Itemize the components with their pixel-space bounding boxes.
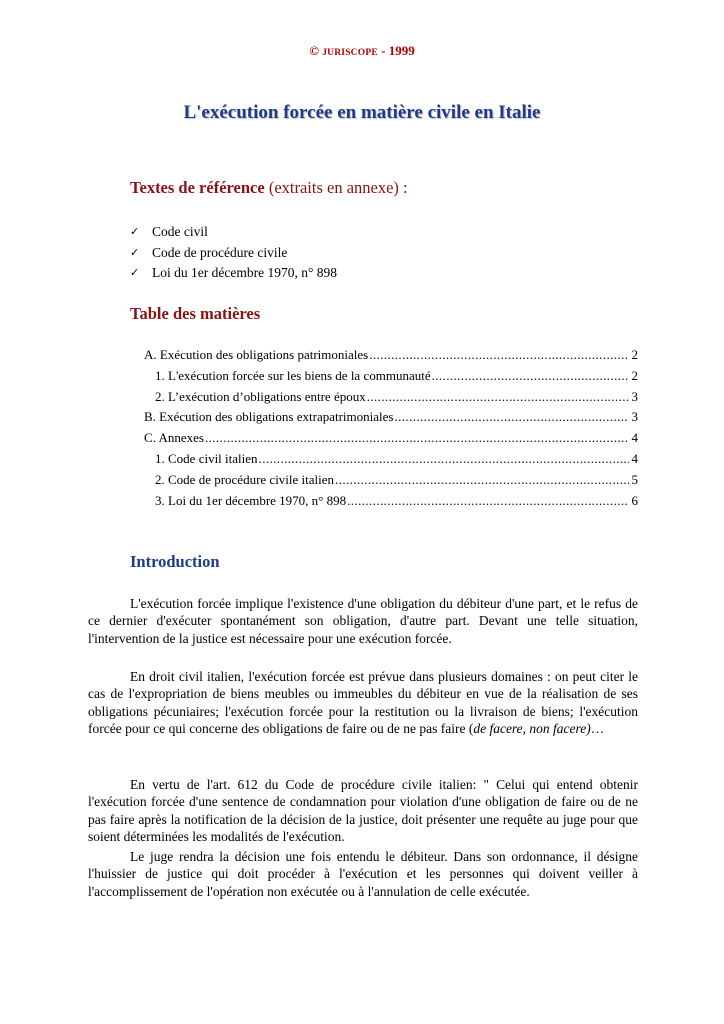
toc-leader-dots — [347, 491, 629, 512]
toc-page-number: 4 — [631, 450, 638, 466]
toc-entry[interactable] — [144, 345, 638, 366]
toc-entry[interactable] — [144, 428, 638, 449]
page-header — [0, 43, 724, 59]
toc-entry[interactable] — [144, 387, 638, 408]
list-item — [130, 222, 337, 243]
toc-entry-label: B. Exécution des obligations extrapatrimoniales — [144, 409, 394, 425]
references-heading-suffix: (extraits en annexe) : — [268, 178, 408, 197]
toc-entry[interactable] — [144, 491, 638, 512]
reference-label: Code de procédure civile — [152, 244, 288, 260]
copyright-symbol: © — [309, 43, 319, 58]
toc-entry-label: 3. Loi du 1er décembre 1970, n° 898 — [155, 492, 347, 508]
references-heading — [130, 178, 408, 198]
toc-page-number: 2 — [631, 367, 638, 383]
ellipsis: … — [590, 720, 605, 736]
paragraph-intro-3 — [88, 776, 638, 845]
toc-entry[interactable] — [144, 366, 638, 387]
paragraph-intro-2 — [88, 668, 638, 737]
introduction-heading: Introduction — [130, 552, 220, 571]
toc-entry-label: 1. Code civil italien — [155, 450, 258, 466]
paragraph-intro-1 — [88, 595, 638, 647]
toc-entry-label: A. Exécution des obligations patrimoniales — [144, 347, 369, 362]
toc-entry-label: 1. L'exécution forcée sur les biens de la communauté — [155, 367, 431, 383]
references-list — [130, 222, 337, 284]
toc-entry-label: 2. L’exécution d’obligations entre époux — [155, 388, 366, 404]
references-heading-label: Textes de référence — [130, 178, 265, 197]
toc-entry[interactable] — [144, 449, 638, 470]
toc-leader-dots — [432, 366, 629, 387]
header-year: 1999 — [388, 43, 415, 58]
toc-page-number: 2 — [631, 347, 638, 362]
reference-label: Loi du 1er décembre 1970, n° 898 — [152, 265, 337, 280]
toc-page-number: 5 — [631, 471, 638, 487]
paragraph-text: En vertu de l'art. 612 du Code de procédure civile italien: " Celui qui entend obtenir l'exécution forcée d'une sentence de condamnation pour violation d'une obligation de faire ou de ne pas faire après la notification de la décision de la justice, doit présenter une requête au juge pour que soient déterminées les modalités de l'exécution. — [88, 777, 638, 844]
toc-leader-dots — [205, 428, 629, 449]
paragraph-text: L'exécution forcée implique l'existence d'une obligation du débiteur d'une part, et le refus de ce dernier d'exécuter spontanément son obligation, d'autre part. Devant une telle situation, l'intervention de la justice est nécessaire pour une exécution forcée. — [88, 596, 638, 646]
toc-leader-dots — [367, 387, 629, 408]
toc-page-number: 3 — [631, 388, 638, 404]
toc-leader-dots — [394, 407, 629, 428]
toc-leader-dots — [369, 345, 629, 366]
toc-page-number: 4 — [631, 430, 638, 446]
toc-heading: Table des matières — [130, 304, 261, 323]
toc-entry-label: C. Annexes — [144, 430, 204, 446]
paragraph-text: Le juge rendra la décision une fois entendu le débiteur. Dans son ordonnance, il désigne l'huissier de justice qui doit procéder à l'exécution et les personnes qui doivent veiller à l'accomplissement de l'opération non exécutée ou à l'annulation de celle exécutée. — [88, 849, 638, 899]
brand-name: JURISCOPE — [322, 48, 378, 58]
toc-page-number: 3 — [631, 409, 638, 425]
header-separator: - — [377, 43, 389, 58]
list-item — [130, 263, 337, 284]
toc-entry[interactable] — [144, 470, 638, 491]
checkmark-icon: ✓ — [130, 226, 140, 238]
latin-phrase: de facere, non facere) — [473, 720, 591, 736]
toc-entry-label: 2. Code de procédure civile italien — [155, 471, 335, 487]
checkmark-icon: ✓ — [130, 246, 140, 259]
table-of-contents — [144, 345, 638, 511]
toc-page-number: 6 — [631, 492, 638, 508]
paragraph-text: En droit civil italien, l'exécution forcée est prévue dans plusieurs domaines : on peut citer le cas de l'expropriation de biens meubles ou immeubles du débiteur en vue de la réalisation de ses obligations pécuniaires; l'exécution forcée pour la restitution ou la livraison de biens; l'exécution forcée pour ce qui concerne des obligations de faire ou de ne pas faire ( — [88, 669, 638, 736]
toc-entry[interactable] — [144, 407, 638, 428]
paragraph-intro-4 — [88, 848, 638, 900]
toc-leader-dots — [335, 470, 629, 491]
document-title: L'exécution forcée en matière civile en Italie — [183, 102, 541, 123]
reference-label: Code civil — [152, 224, 208, 239]
toc-leader-dots — [259, 449, 629, 470]
checkmark-icon: ✓ — [130, 267, 140, 279]
list-item — [130, 243, 337, 264]
